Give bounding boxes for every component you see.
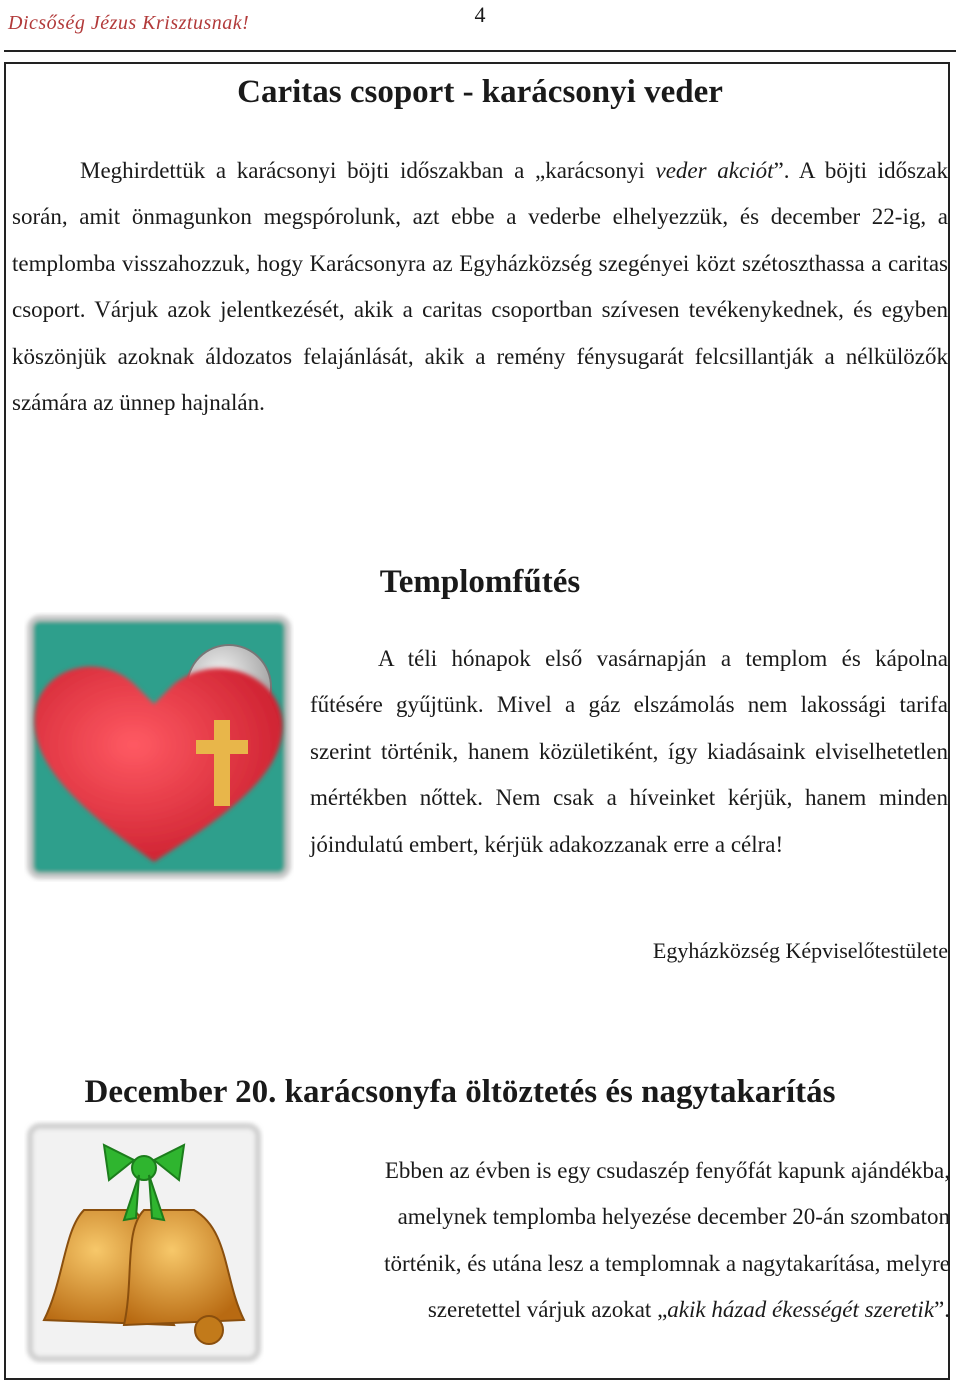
tree-line-4-start: szeretettel várjuk azokat „: [427, 1297, 668, 1323]
tree-line-4: [286, 1287, 950, 1333]
tree-line-2: amelynek templomba helyezése december 20-án szombaton: [397, 1204, 950, 1230]
tree-line-4-end: ”.: [934, 1297, 950, 1323]
caritas-text-end: ”. A böjti időszak során, amit önmagunkon megspórolunk, azt ebbe a vederbe elhelyezzük, és december 22-ig, a templomba visszahozzuk, hogy Karácsonyra az Egyházközség szegényei közt szétoszthassa a caritas csoport. Várjuk azok jelentkezését, akik a caritas csoportban szívesen tevékenykednek, és egyben köszönjük azoknak áldozatos felajánlását, akik a remény fénysugarát felcsillantják a nélkülözők számára az ünnep hajnalán.: [12, 158, 948, 416]
heart-with-cross-icon: [24, 612, 294, 882]
heating-paragraph: [310, 636, 948, 868]
christmas-bells-icon: [24, 1120, 264, 1365]
tree-paragraph: [286, 1148, 950, 1334]
header-divider: [4, 50, 956, 52]
section-title-heating: Templomfűtés: [379, 564, 581, 600]
section-title-tree: December 20. karácsonyfa öltöztetés és nagytakarítás: [84, 1074, 836, 1110]
caritas-text-start: Meghirdettük a karácsonyi böjti időszakban a „karácsonyi: [80, 158, 656, 183]
heating-text: A téli hónapok első vasárnapján a templom és kápolna fűtésére gyűjtünk. Mivel a gáz elszámolás nem lakossági tarifa szerint történik, hanem közületiként, így kiadásaink elviselhetetlen mértékben nőttek. Nem csak a híveinket kérjük, hanem minden jóindulatú embert, kérjük adakozzanak erre a célra!: [310, 646, 948, 857]
page-number: 4: [474, 2, 486, 27]
tree-line-1: Ebben az évben is egy csudaszép fenyőfát kapunk ajándékba,: [384, 1158, 950, 1183]
signature: Egyházközség Képviselőtestülete: [652, 938, 948, 963]
section-title-caritas: Caritas csoport - karácsonyi veder: [237, 74, 723, 110]
caritas-paragraph: [12, 148, 948, 426]
header-motto: Dicsőség Jézus Krisztusnak!: [8, 12, 250, 34]
caritas-text-italic: veder akciót: [655, 158, 774, 183]
tree-line-3: történik, és utána lesz a templomnak a nagytakarítása, melyre: [384, 1250, 950, 1276]
tree-line-4-italic: akik házad ékességét szeretik: [667, 1297, 935, 1323]
